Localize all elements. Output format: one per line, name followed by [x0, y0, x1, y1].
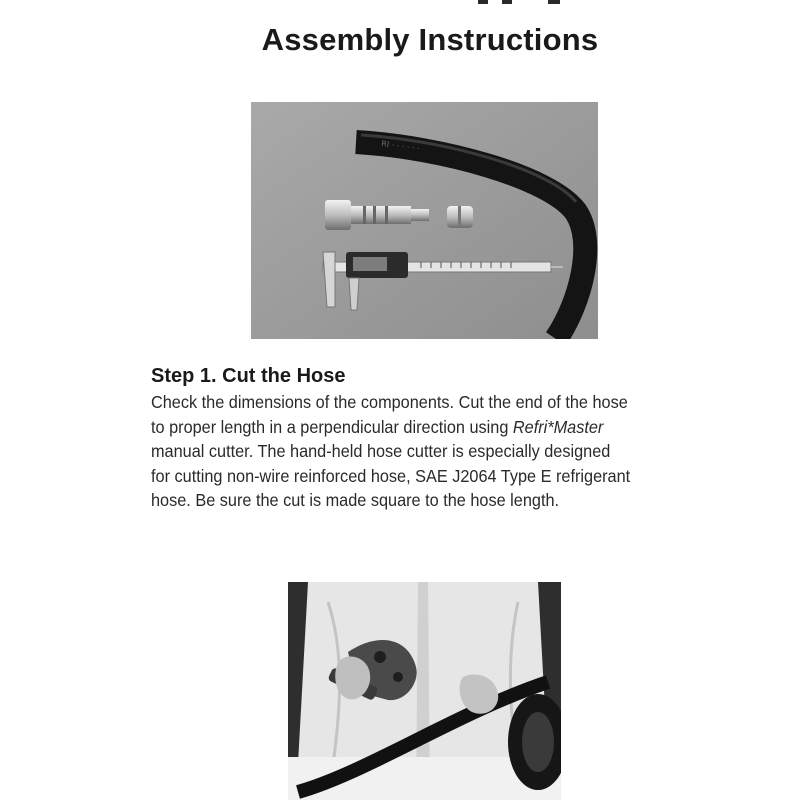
svg-text:RI · · · · · ·: RI · · · · · · — [380, 139, 421, 154]
step-1-line-2 — [151, 415, 728, 440]
step-1-heading: Step 1. Cut the Hose — [151, 365, 346, 387]
page-title: Assembly Instructions — [261, 22, 599, 57]
step-1-line-5: hose. Be sure the cut is made square to the hose length. — [151, 490, 560, 510]
cutting-hose-photo — [288, 582, 561, 800]
cropped-heading-fragment — [470, 0, 590, 16]
step-1-section — [151, 365, 731, 513]
step-1-line-2-text: to proper length in a perpendicular direction using — [151, 416, 513, 437]
components-photo-image — [251, 102, 598, 339]
step-1-line-1: Check the dimensions of the components. Cut the end of the hose — [151, 392, 628, 412]
components-photo — [251, 102, 598, 339]
step-1-line-3: manual cutter. The hand-held hose cutter is especially designed — [151, 441, 611, 461]
step-1-body — [151, 390, 728, 513]
brand-name: Refri*Master — [512, 416, 604, 437]
cutting-hose-photo-image — [288, 582, 561, 800]
step-1-line-4: for cutting non-wire reinforced hose, SAE J2064 Type E refrigerant — [151, 465, 631, 486]
